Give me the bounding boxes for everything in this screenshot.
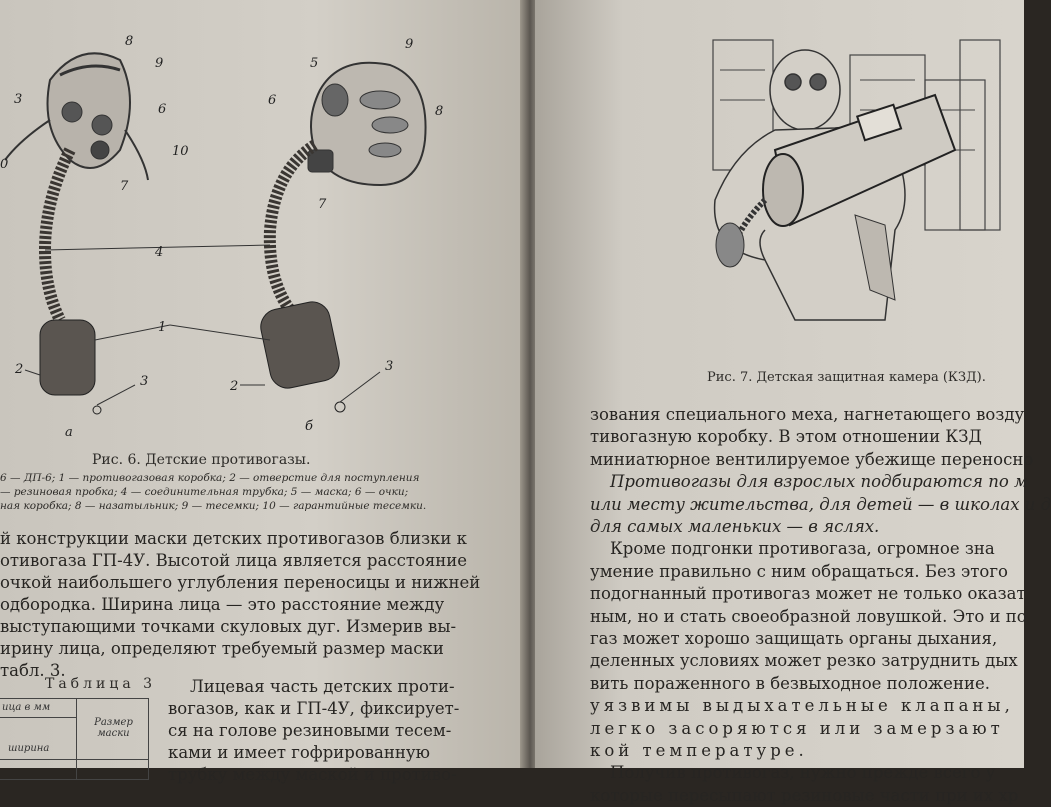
gas-mask-a: [5, 53, 148, 180]
paragraph-line-7: табл. 3.: [0, 661, 66, 680]
label-3c: 3: [385, 359, 394, 374]
table-3: [0, 698, 149, 780]
right-text-line: газ может хорошо защищать органы дыхания,: [590, 629, 998, 648]
label-6a: 6: [158, 102, 167, 117]
label-8a: 8: [125, 34, 134, 49]
label-0a: 0: [0, 157, 9, 172]
figure-6-legend-line-3: ная коробка; 8 — назатыльник; 9 — тесемки; 10 — гарантийные тесемки.: [0, 500, 427, 512]
label-3a: 3: [14, 92, 23, 107]
right-text-line: которые пересыпают резиновые части при их хр: [590, 785, 1019, 805]
right-text-line: вить пораженного в безвыходное положение.: [590, 673, 990, 693]
figure-6-illustration: [0, 0, 525, 440]
side-line-2: вогазов, как и ГП-4У, фиксирует-: [168, 699, 460, 718]
right-text-line: для самых маленьких — в яслях.: [590, 517, 880, 536]
label-9b: 9: [405, 37, 414, 52]
label-5b: 5: [310, 56, 319, 71]
right-text-line: умение правильно с ним обращаться. Без этого: [590, 561, 1008, 581]
label-2a: 2: [15, 362, 24, 377]
figure-7-caption: Рис. 7. Детская защитная камера (КЗД).: [707, 370, 986, 385]
side-line-1: Лицевая часть детских проти-: [190, 677, 455, 696]
right-text-line: кой температуре.: [590, 741, 808, 760]
figure-6-legend-line-2: — резиновая пробка; 4 — соединительная трубка; 5 — маска; 6 — очки;: [0, 486, 409, 498]
canister-b: [257, 299, 342, 392]
right-text-line: подогнанный противогаз может не только оказат: [590, 584, 1026, 604]
paragraph-line-2: отивогаза ГП-4У. Высотой лица является расстояние: [0, 551, 468, 570]
right-text-line: тивогазную коробку. В этом отношении КЗД: [590, 427, 982, 447]
label-10a: 10: [172, 144, 189, 159]
label-3b: 3: [140, 374, 149, 389]
label-2b: 2: [230, 379, 239, 394]
side-line-3: ся на голове резиновыми тесем-: [168, 721, 452, 740]
paragraph-line-4: одбородка. Ширина лица — это расстояние между: [0, 595, 445, 614]
right-page: [535, 0, 1051, 805]
right-text-line: деленных условиях может резко затруднить дых: [590, 651, 1018, 671]
paragraph-line-5: выступающими точками скуловых дуг. Измерив вы-: [0, 617, 457, 636]
table-header-width: ширина: [8, 743, 50, 754]
right-text-line: ным, но и стать своеобразной ловушкой. Это и по: [590, 606, 1027, 626]
table-3-title: Таблица 3: [45, 676, 157, 692]
side-line-5: трубку между маской и противо-: [168, 765, 457, 784]
right-text-line: Противогазы для взрослых подбираются по м: [610, 472, 1028, 492]
paragraph-line-1: й конструкции маски детских противогазов близки к: [0, 529, 467, 548]
gas-mask-b: [308, 63, 426, 185]
table-header-size: Размер маски: [94, 717, 133, 739]
hose-a: [45, 150, 70, 320]
left-page: [0, 0, 525, 784]
right-text-line: миниатюрное вентилируемое убежище переносно: [590, 449, 1034, 469]
canister-a: [40, 320, 95, 395]
label-7b: 7: [318, 197, 327, 212]
label-9a: 9: [155, 56, 164, 71]
label-4: 4: [155, 245, 164, 260]
label-sub-b: б: [305, 419, 313, 434]
figure-6-caption: Рис. 6. Детские противогазы.: [92, 452, 311, 468]
paragraph-line-3: очкой наибольшего углубления переносицы и нижней: [0, 573, 481, 592]
label-6b: 6: [268, 93, 277, 108]
figure-6-legend-line-1: 6 — ДП-6; 1 — противогазовая коробка; 2 — отверстие для поступления: [0, 472, 420, 484]
label-sub-a: а: [65, 425, 73, 440]
table-header-dimension: ица в мм: [2, 702, 51, 713]
right-text-line: зования специального меха, нагнетающего возду: [590, 405, 1025, 424]
figure-7-illustration: [535, 0, 1024, 370]
right-text-line: уязвимы выдыхательные клапаны,: [590, 696, 1014, 716]
label-8b: 8: [435, 104, 444, 119]
side-line-4: ками и имеет гофрированную: [168, 743, 430, 762]
right-text-line: легко засоряются или замерзают: [590, 718, 1004, 738]
right-text-line: Кроме подгонки противогаза, огромное зна: [610, 539, 995, 559]
right-text-line: Получив противогаз, нужно прежде всего у: [610, 763, 996, 783]
label-7a: 7: [120, 179, 129, 194]
label-1: 1: [158, 320, 167, 335]
right-text-line: или месту жительства, для детей — в школах и д: [590, 494, 1051, 514]
paragraph-line-6: ирину лица, определяют требуемый размер маски: [0, 639, 444, 658]
